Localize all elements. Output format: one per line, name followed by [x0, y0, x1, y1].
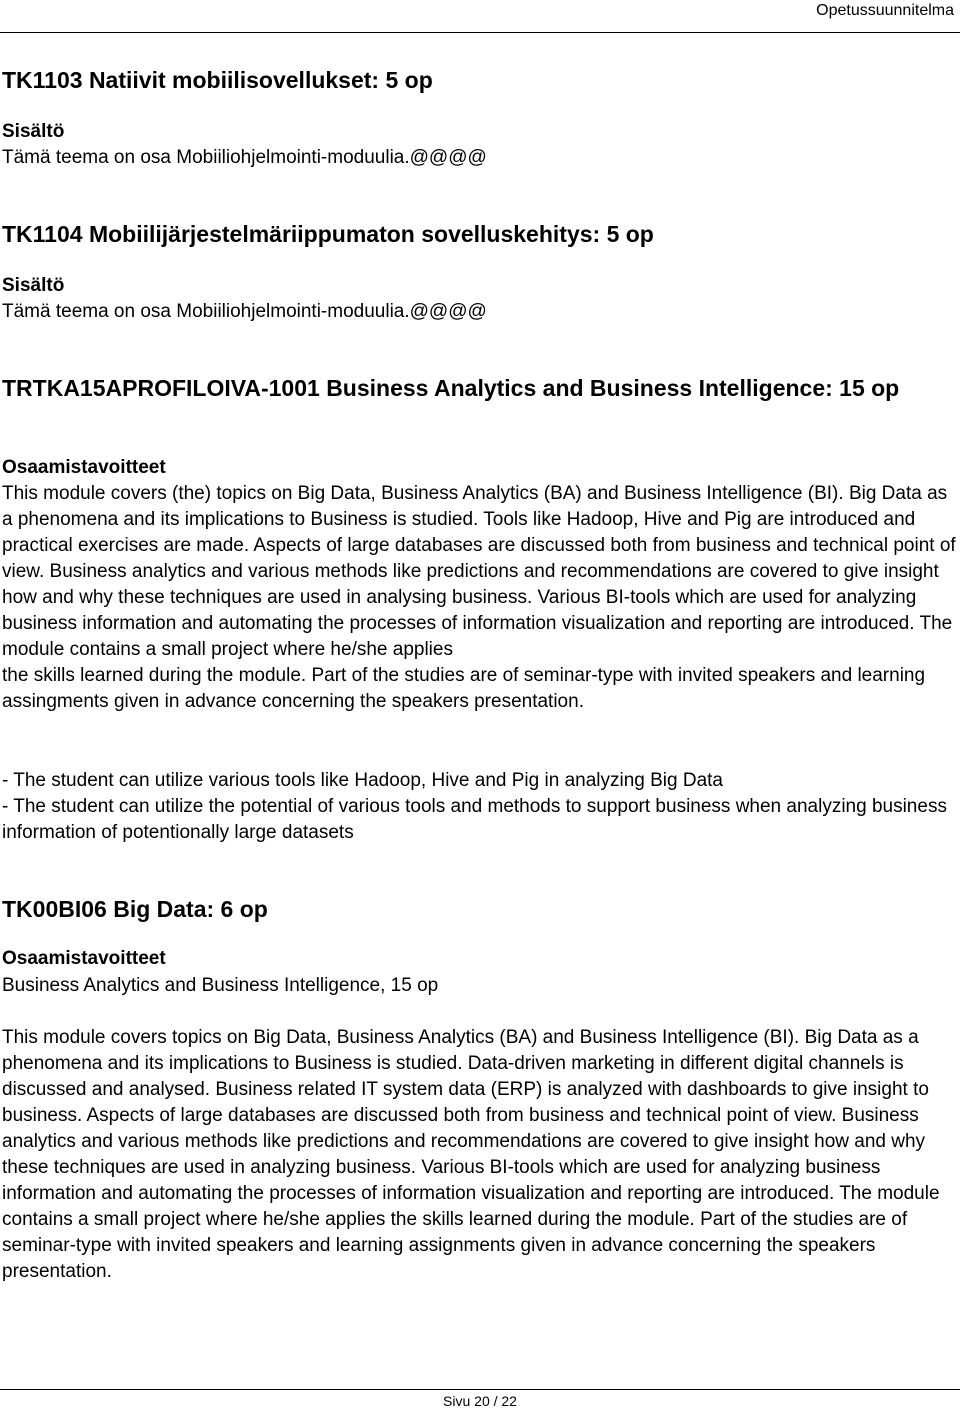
course-description — [2, 481, 957, 715]
description-paragraph: This module covers (the) topics on Big Data, Business Analytics (BA) and Business Intelligence (BI). Big Data as a phenomena and its implications to Business is studied. Tools like Hadoop, Hive and Pig are introduced and practical exercises are made. Aspects of large databases are discussed both from business and technical point of view. Business analytics and various methods like predictions and recommendations are covered to give insight how and why these techniques are used in analysing business. Various BI-tools which are used for analyzing business information and automating the processes of information visualization and reporting are introduced. The module contains a small project where he/she applies — [2, 483, 956, 660]
section-label-learning-outcomes: Osaamistavoitteet — [2, 457, 166, 478]
section-label-content: Sisältö — [2, 275, 65, 296]
module-name: Business Analytics and Business Intelligence, 15 op — [2, 975, 439, 996]
footer-divider — [0, 1389, 960, 1390]
learning-outcomes-list — [2, 768, 957, 846]
course-description: This module covers topics on Big Data, Business Analytics (BA) and Business Intelligence (BI). Big Data as a phenomena and its implications to Business is studied. Data-driven marketing in different digital channels is discussed and analysed. Business related IT system data (ERP) is analyzed with dashboards to give insight to business. Aspects of large databases are discussed both from business and technical point of view. Business analytics and various methods like predictions and recommendations are covered to give insight how and why these techniques are used in analyzing business. Various BI-tools which are used for analyzing business information and automating the processes of information visualization and reporting are introduced. The module contains a small project where he/she applies the skills learned during the module. Part of the studies are of seminar-type with invited speakers and learning assignments given in advance concerning the speakers presentation. — [2, 1027, 940, 1282]
page-number: Sivu 20 / 22 — [443, 1393, 517, 1409]
course-title-trtka15: TRTKA15APROFILOIVA-1001 Business Analytics and Business Intelligence: 15 op — [2, 375, 900, 401]
header-divider — [0, 32, 960, 33]
section-label-learning-outcomes: Osaamistavoitteet — [2, 948, 166, 969]
course-description: Tämä teema on osa Mobiiliohjelmointi-moduulia.@@@@ — [2, 301, 487, 322]
course-title-tk00bi06: TK00BI06 Big Data: 6 op — [2, 896, 268, 922]
course-description: Tämä teema on osa Mobiiliohjelmointi-moduulia.@@@@ — [2, 147, 487, 168]
outcome-item: - The student can utilize the potential of various tools and methods to support business when analyzing business information of potentionally large datasets — [2, 796, 947, 843]
course-title-tk1103: TK1103 Natiivit mobiilisovellukset: 5 op — [2, 67, 433, 93]
outcome-item: - The student can utilize various tools like Hadoop, Hive and Pig in analyzing Big Data — [2, 770, 723, 791]
document-header-title: Opetussuunnitelma — [816, 2, 954, 19]
description-paragraph: the skills learned during the module. Part of the studies are of seminar-type with invited speakers and learning assingments given in advance concerning the speakers presentation. — [2, 665, 926, 712]
course-title-tk1104: TK1104 Mobiilijärjestelmäriippumaton sovelluskehitys: 5 op — [2, 221, 654, 247]
section-label-content: Sisältö — [2, 121, 65, 142]
